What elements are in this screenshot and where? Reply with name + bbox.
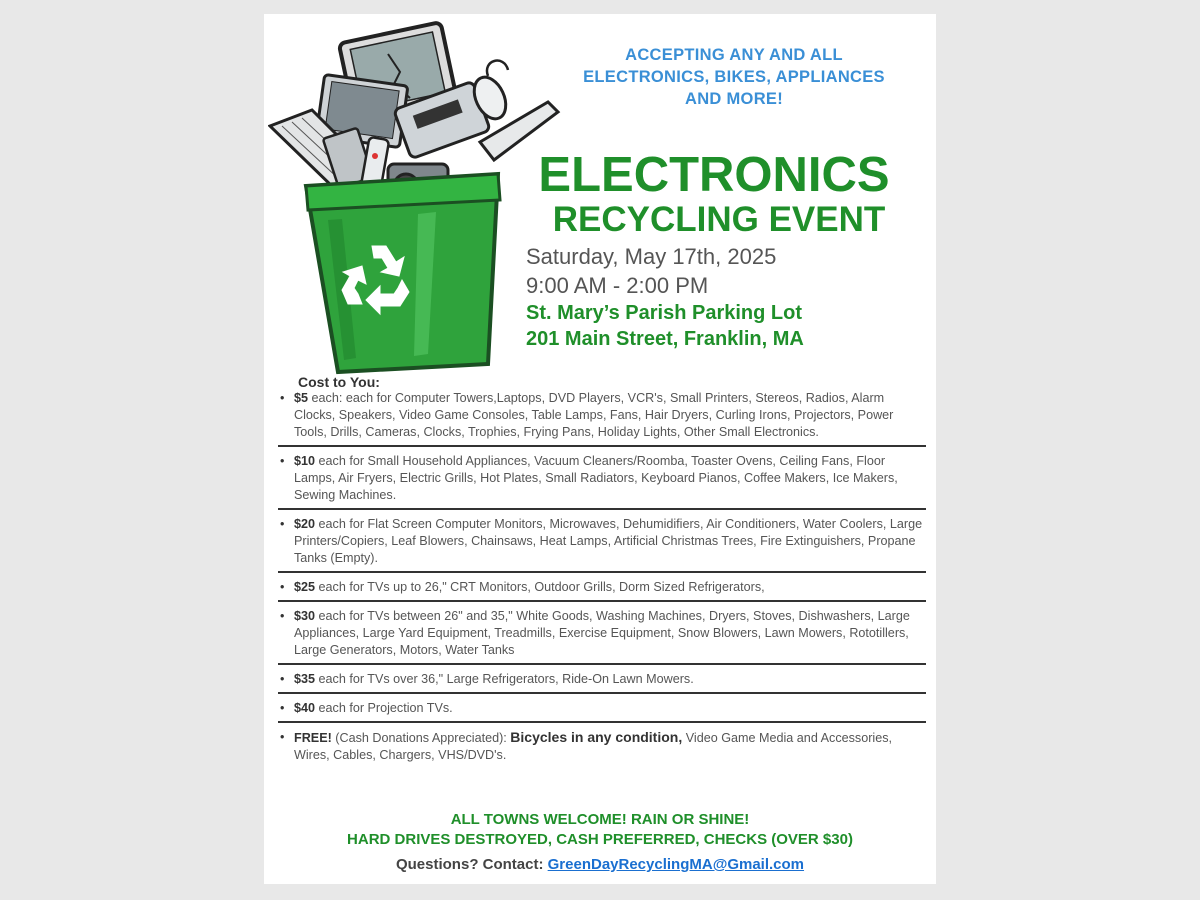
accepting-line-2: ELECTRONICS, BIKES, APPLIANCES bbox=[583, 68, 885, 86]
price-item bbox=[278, 608, 926, 665]
contact-line bbox=[264, 856, 936, 873]
free-description: Video Game Media and Accessories, Wires, Cables, Chargers, VHS/DVD's. bbox=[294, 731, 893, 762]
bullet-icon: • bbox=[280, 730, 285, 744]
price-description: each for TVs between 26" and 35," White Goods, Washing Machines, Dryers, Stoves, Dishwashers, Large Appliances, Large Yard Equipment, Treadmills, Exercise Equipment, Snow Blowers, Lawn Mowers, Rototillers, Large Generators, Motors, Water Tanks bbox=[294, 609, 910, 657]
price-description: each: each for Computer Towers,Laptops, DVD Players, VCR's, Small Printers, Stereos, Radios, Alarm Clocks, Speakers, Video Game Consoles, Table Lamps, Fans, Hair Dryers, Curling Irons, Projectors, Power Tools, Drills, Cameras, Clocks, Trophies, Frying Pans, Holiday Lights, Other Small Electronics. bbox=[294, 391, 894, 439]
accepting-banner bbox=[554, 44, 914, 110]
contact-label: Questions? Contact: bbox=[395, 856, 548, 873]
bullet-icon: • bbox=[280, 580, 285, 594]
event-title-line-2: RECYCLING EVENT bbox=[552, 200, 886, 239]
price-amount: $25 bbox=[294, 580, 316, 594]
price-item bbox=[278, 390, 926, 447]
price-amount: $35 bbox=[294, 672, 316, 686]
flyer bbox=[264, 14, 936, 884]
free-item bbox=[278, 729, 926, 768]
accepting-line-1: ACCEPTING ANY AND ALL bbox=[625, 46, 843, 64]
price-description: each for TVs up to 26," CRT Monitors, Outdoor Grills, Dorm Sized Refrigerators, bbox=[315, 580, 765, 594]
price-description: each for Projection TVs. bbox=[315, 701, 453, 715]
free-highlight: Bicycles in any condition, bbox=[510, 729, 683, 745]
price-description: each for Small Household Appliances, Vacuum Cleaners/Roomba, Toaster Ovens, Ceiling Fans, Floor Lamps, Air Fryers, Electric Grills, Hot Plates, Small Radiators, Keyboard Pianos, Coffee Makers, Ice Makers, Sewing Machines. bbox=[294, 454, 898, 502]
price-amount: $40 bbox=[294, 701, 316, 715]
price-item bbox=[278, 671, 926, 694]
pricing-list bbox=[278, 390, 926, 774]
recycling-bin-illustration bbox=[268, 14, 568, 384]
bullet-icon: • bbox=[280, 701, 285, 715]
footer-line-2: HARD DRIVES DESTROYED, CASH PREFERRED, CHECKS (OVER $30) bbox=[347, 831, 853, 848]
free-note: (Cash Donations Appreciated): bbox=[331, 731, 511, 745]
location-name: St. Mary’s Parish Parking Lot bbox=[526, 302, 803, 324]
footer-line-1: ALL TOWNS WELCOME! RAIN OR SHINE! bbox=[450, 811, 750, 828]
event-time: 9:00 AM - 2:00 PM bbox=[526, 273, 709, 298]
price-amount: $30 bbox=[294, 609, 316, 623]
price-amount: $10 bbox=[294, 454, 316, 468]
price-amount: $20 bbox=[294, 517, 316, 531]
event-title-line-1: ELECTRONICS bbox=[538, 148, 890, 202]
price-item bbox=[278, 516, 926, 573]
price-description: each for Flat Screen Computer Monitors, Microwaves, Dehumidifiers, Air Conditioners, Water Coolers, Large Printers/Copiers, Leaf Blowers, Chainsaws, Heat Lamps, Artificial Christmas Trees, Fire Extinguishers, Propane Tanks (Empty). bbox=[294, 517, 923, 565]
price-item bbox=[278, 579, 926, 602]
price-description: each for TVs over 36," Large Refrigerators, Ride-On Lawn Mowers. bbox=[315, 672, 694, 686]
bullet-icon: • bbox=[280, 454, 285, 468]
price-item bbox=[278, 453, 926, 510]
bullet-icon: • bbox=[280, 391, 285, 405]
price-amount: $5 bbox=[294, 391, 309, 405]
cost-heading: Cost to You: bbox=[298, 374, 380, 390]
bin-icon bbox=[306, 174, 500, 372]
location-address: 201 Main Street, Franklin, MA bbox=[526, 328, 804, 350]
event-location bbox=[526, 300, 804, 352]
bullet-icon: • bbox=[280, 672, 285, 686]
bullet-icon: • bbox=[280, 517, 285, 531]
contact-email-link[interactable]: GreenDayRecyclingMA@Gmail.com bbox=[547, 856, 805, 873]
price-item bbox=[278, 700, 926, 723]
bullet-icon: • bbox=[280, 609, 285, 623]
event-date: Saturday, May 17th, 2025 bbox=[526, 244, 777, 269]
event-datetime bbox=[526, 242, 776, 300]
accepting-line-3: AND MORE! bbox=[684, 90, 784, 108]
footer-notice bbox=[264, 810, 936, 850]
free-label: FREE! bbox=[294, 731, 332, 745]
